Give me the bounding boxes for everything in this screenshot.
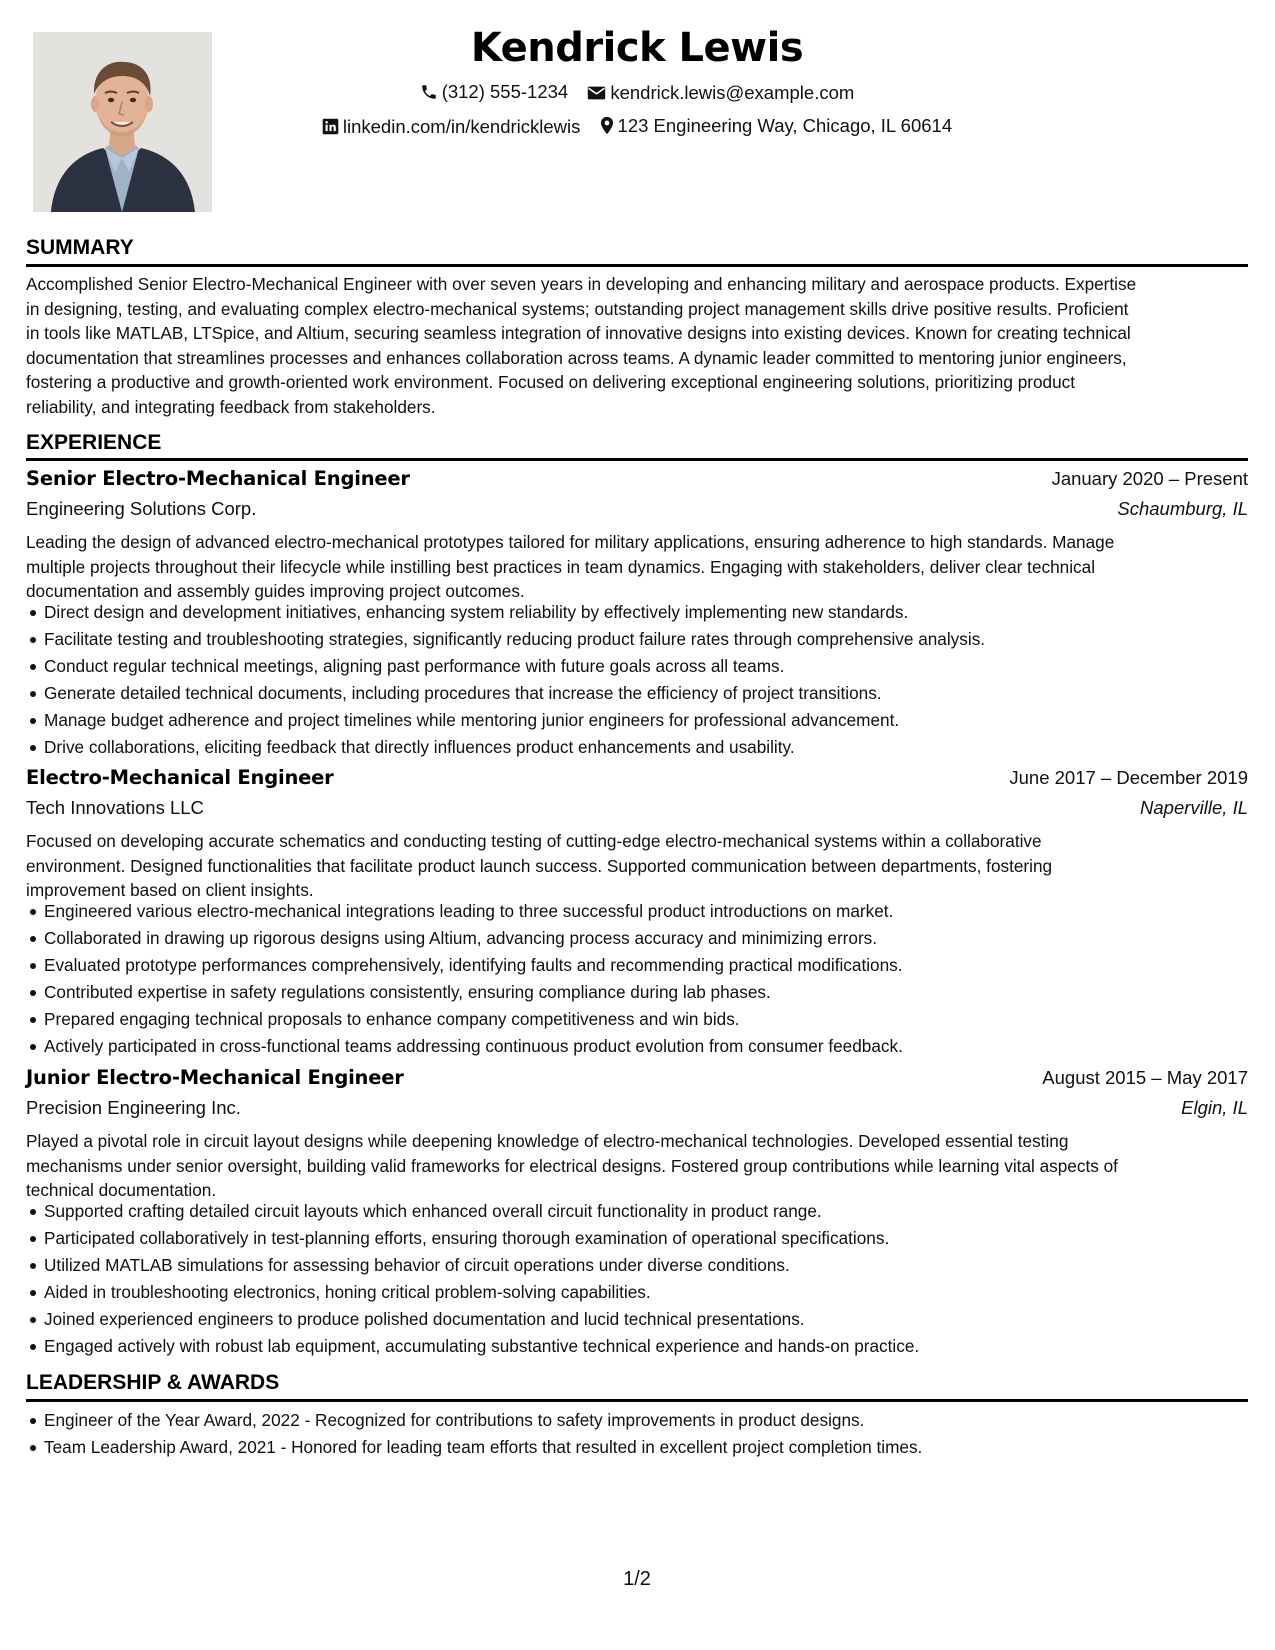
- job-company: Tech Innovations LLC: [26, 797, 204, 818]
- list-item: Drive collaborations, eliciting feedback that directly influences product enhancements and usability.: [26, 734, 1248, 761]
- contact-line-2: [26, 110, 1248, 144]
- job-company: Precision Engineering Inc.: [26, 1097, 241, 1118]
- resume-page: [26, 0, 1248, 1650]
- list-item: Aided in troubleshooting electronics, honing critical problem-solving capabilities.: [26, 1279, 1248, 1306]
- job-dates: August 2015 – May 2017: [1042, 1067, 1248, 1088]
- job-description: [26, 829, 1248, 903]
- description-line: Leading the design of advanced electro-mechanical prototypes tailored for military applications, ensuring adherence to high standards. Manage: [26, 532, 1115, 552]
- list-item: Engaged actively with robust lab equipment, accumulating substantive technical experience and hands-on practice.: [26, 1333, 1248, 1360]
- summary-line: in tools like MATLAB, LTSpice, and Altium, securing seamless integration of innovative designs into existing devices. Known for creating technical: [26, 323, 1131, 344]
- street-address: 123 Engineering Way, Chicago, IL 60614: [617, 114, 953, 136]
- list-item: Prepared engaging technical proposals to enhance company competitiveness and win bids.: [26, 1006, 1248, 1033]
- summary-divider: [26, 264, 1248, 267]
- description-line: environment. Designed functionalities that facilitate product launch success. Supported communication between departments, fostering: [26, 855, 1053, 876]
- job-bullets: [26, 1198, 1248, 1360]
- phone-number: (312) 555-1234: [441, 81, 569, 102]
- summary-line: in designing, testing, and evaluating complex electro-mechanical systems; outstanding project management skills drive positive results. Proficient: [26, 298, 1129, 319]
- job-bullets: [26, 599, 1248, 761]
- envelope-icon: [587, 85, 606, 101]
- resume-header: [26, 20, 1248, 144]
- linkedin-icon: [322, 118, 339, 135]
- job-location: Schaumburg, IL: [1117, 498, 1248, 519]
- phone-contact[interactable]: [420, 76, 569, 107]
- summary-line: fostering a productive and growth-oriented work environment. Focused on delivering exceptional engineering solutions, prioritizing product: [26, 372, 1076, 393]
- description-line: Focused on developing accurate schematics and conducting testing of cutting-edge electro-mechanical systems within a collaborative: [26, 831, 1042, 851]
- list-item: Joined experienced engineers to produce polished documentation and lucid technical presentations.: [26, 1306, 1248, 1333]
- experience-divider: [26, 458, 1248, 461]
- list-item: Participated collaboratively in test-planning efforts, ensuring thorough examination of operational specifications.: [26, 1225, 1248, 1252]
- list-item: Team Leadership Award, 2021 - Honored for leading team efforts that resulted in excellent project completion times.: [26, 1434, 1248, 1461]
- list-item: Utilized MATLAB simulations for assessing behavior of circuit operations under diverse conditions.: [26, 1252, 1248, 1279]
- list-item: Facilitate testing and troubleshooting strategies, significantly reducing product failure rates through comprehensive analysis.: [26, 626, 1248, 653]
- list-item: Evaluated prototype performances comprehensively, identifying faults and recommending practical modifications.: [26, 952, 1248, 979]
- job-dates: January 2020 – Present: [1051, 468, 1248, 489]
- list-item: Engineered various electro-mechanical integrations leading to three successful product introductions on market.: [26, 898, 1248, 925]
- linkedin-url: linkedin.com/in/kendricklewis: [342, 115, 581, 137]
- email-address: kendrick.lewis@example.com: [610, 82, 855, 103]
- list-item: Conduct regular technical meetings, aligning past performance with future goals across all teams.: [26, 653, 1248, 680]
- job-title: Senior Electro-Mechanical Engineer: [26, 467, 410, 490]
- list-item: Actively participated in cross-functional teams addressing continuous product evolution from consumer feedback.: [26, 1033, 1248, 1060]
- list-item: Supported crafting detailed circuit layouts which enhanced overall circuit functionality in product range.: [26, 1198, 1248, 1225]
- description-line: multiple projects throughout their lifecycle while instilling best practices in team dynamics. Engaging with stakeholders, deliver clear technical: [26, 556, 1096, 577]
- list-item: Engineer of the Year Award, 2022 - Recognized for contributions to safety improvements in product designs.: [26, 1407, 1248, 1434]
- summary-line: Accomplished Senior Electro-Mechanical Engineer with over seven years in developing and enhancing military and aerospace products. Expertise: [26, 274, 1137, 294]
- address-contact: [600, 110, 953, 141]
- job-location: Elgin, IL: [1181, 1097, 1248, 1118]
- list-item: Manage budget adherence and project timelines while mentoring junior engineers for professional advancement.: [26, 707, 1248, 734]
- list-item: Collaborated in drawing up rigorous designs using Altium, advancing process accuracy and minimizing errors.: [26, 925, 1248, 952]
- description-line: Played a pivotal role in circuit layout designs while deepening knowledge of electro-mechanical technologies. Developed essential testing: [26, 1131, 1069, 1151]
- awards-divider: [26, 1399, 1248, 1402]
- job-description: [26, 1129, 1248, 1203]
- job-title: Junior Electro-Mechanical Engineer: [26, 1066, 404, 1089]
- summary-heading: SUMMARY: [26, 236, 134, 259]
- job-description: [26, 530, 1248, 604]
- candidate-name: Kendrick Lewis: [470, 25, 804, 71]
- job-title: Electro-Mechanical Engineer: [26, 766, 334, 789]
- list-item: Direct design and development initiatives, enhancing system reliability by effectively implementing new standards.: [26, 599, 1248, 626]
- summary-line: reliability, and integrating feedback from stakeholders.: [26, 396, 436, 417]
- description-line: mechanisms under senior oversight, building valid frameworks for electrical designs. Fostered group contributions while learning vital aspects of: [26, 1155, 1118, 1176]
- map-pin-icon: [600, 116, 614, 135]
- job-bullets: [26, 898, 1248, 1060]
- awards-heading: LEADERSHIP & AWARDS: [26, 1371, 280, 1394]
- summary-line: documentation that streamlines processes and enhances collaboration across teams. A dynamic leader committed to mentoring junior engineers,: [26, 347, 1127, 368]
- awards-bullets: [26, 1407, 1248, 1461]
- list-item: Contributed expertise in safety regulations consistently, ensuring compliance during lab phases.: [26, 979, 1248, 1006]
- description-line: technical documentation.: [26, 1180, 217, 1201]
- email-contact[interactable]: [587, 77, 854, 108]
- phone-icon: [420, 83, 438, 101]
- contact-line-1: [26, 76, 1248, 110]
- linkedin-contact[interactable]: [322, 111, 581, 142]
- job-dates: June 2017 – December 2019: [1009, 767, 1248, 788]
- list-item: Generate detailed technical documents, including procedures that increase the efficiency of project transitions.: [26, 680, 1248, 707]
- job-location: Naperville, IL: [1140, 797, 1248, 818]
- description-line: improvement based on client insights.: [26, 880, 314, 901]
- description-line: documentation and assembly guides improving project outcomes.: [26, 581, 525, 602]
- page-number: 1/2: [623, 1568, 651, 1590]
- summary-text: [26, 272, 1248, 420]
- job-company: Engineering Solutions Corp.: [26, 498, 257, 519]
- experience-heading: EXPERIENCE: [26, 431, 162, 454]
